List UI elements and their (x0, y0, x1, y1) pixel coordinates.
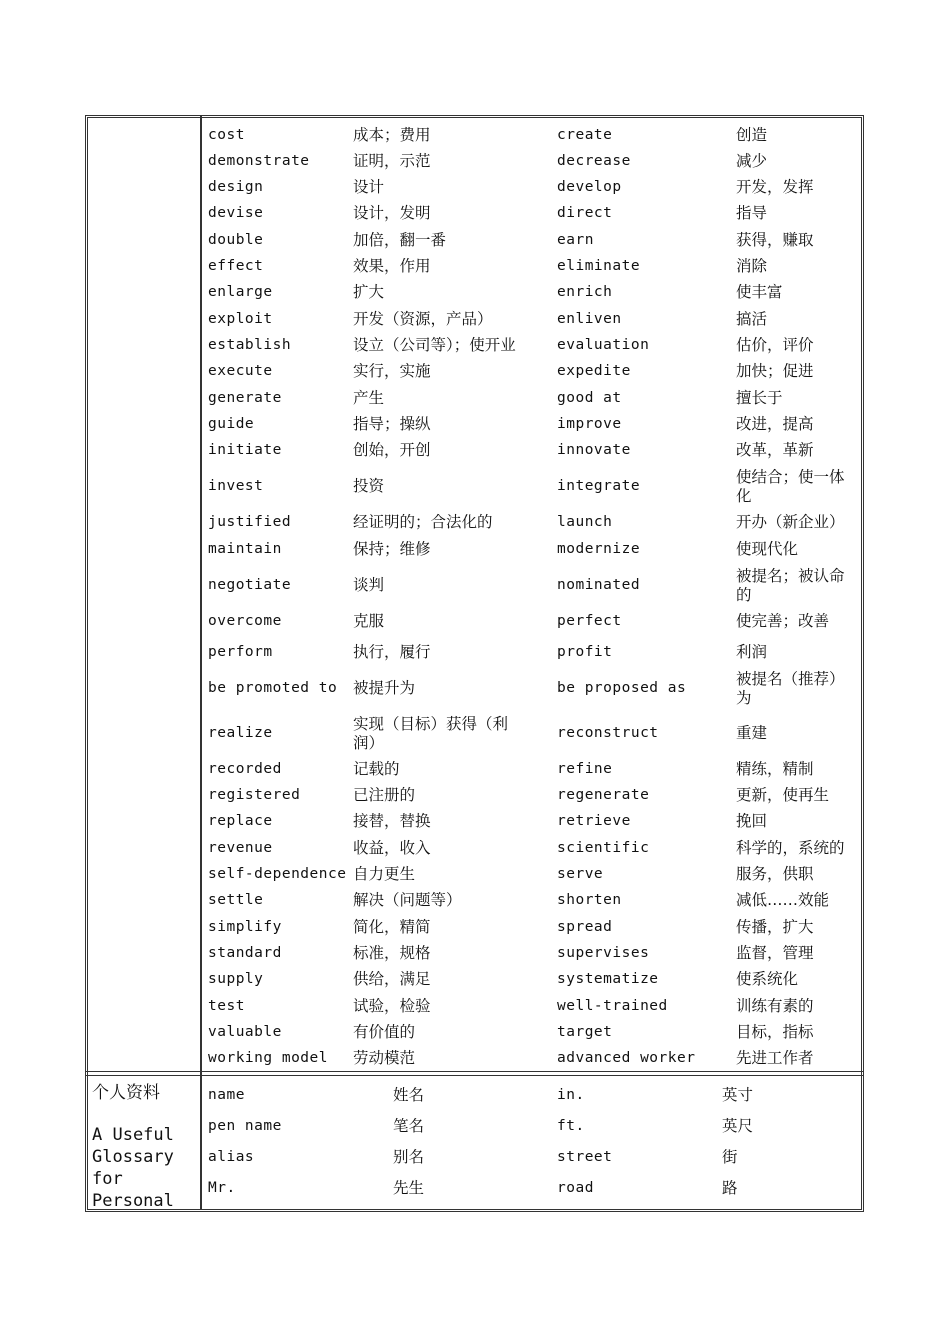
glossary-zh2-cell: 使完善；改善 (736, 612, 830, 630)
glossary-en2-cell: evaluation (557, 337, 650, 353)
glossary-en2-cell: regenerate (557, 787, 650, 803)
personal-en2-cell: in. (557, 1087, 585, 1103)
glossary-zh2-cell: 估价，评价 (736, 336, 814, 354)
glossary-en1-cell: design (208, 179, 264, 195)
glossary-zh2-cell: 利润 (736, 643, 768, 661)
glossary-zh2-cell: 获得，赚取 (736, 231, 814, 249)
glossary-en1-cell: guide (208, 416, 255, 432)
glossary-zh2-cell: 传播，扩大 (736, 918, 814, 936)
glossary-en1-cell: enlarge (208, 284, 273, 300)
glossary-en2-cell: eliminate (557, 258, 641, 274)
glossary-en2-cell: well-trained (557, 998, 668, 1014)
glossary-zh1-cell: 接替，替换 (353, 812, 431, 830)
glossary-en2-cell: advanced worker (557, 1050, 696, 1066)
heading-line: Personal (92, 1191, 174, 1211)
glossary-zh2-cell: 挽回 (736, 812, 768, 830)
glossary-en1-cell: overcome (208, 613, 282, 629)
glossary-en1-cell: double (208, 232, 264, 248)
glossary-zh1-cell: 简化，精简 (353, 918, 431, 936)
glossary-zh2-cell: 更新，使再生 (736, 786, 830, 804)
glossary-zh2-cell: 改革，革新 (736, 441, 814, 459)
glossary-zh1-cell: 指导；操纵 (353, 415, 431, 433)
glossary-zh2-cell: 目标，指标 (736, 1023, 814, 1041)
glossary-en2-cell: retrieve (557, 813, 631, 829)
glossary-zh1-cell: 投资 (353, 477, 385, 495)
personal-zh2-cell: 街 (722, 1148, 738, 1166)
glossary-zh2-cell: 被提名（推荐）为 (736, 670, 845, 707)
glossary-en1-cell: revenue (208, 840, 273, 856)
glossary-zh2-cell: 加快；促进 (736, 362, 814, 380)
glossary-en2-cell: develop (557, 179, 622, 195)
personal-zh2-cell: 英尺 (722, 1117, 754, 1135)
glossary-zh2-cell: 被提名；被认命的 (736, 567, 845, 604)
glossary-zh2-cell: 先进工作者 (736, 1049, 814, 1067)
personal-en2-cell: ft. (557, 1118, 585, 1134)
glossary-zh1-cell: 创始，开创 (353, 441, 431, 459)
glossary-en1-cell: establish (208, 337, 292, 353)
glossary-zh1-cell: 扩大 (353, 283, 385, 301)
glossary-en2-cell: good at (557, 390, 622, 406)
personal-en2-cell: road (557, 1180, 594, 1196)
glossary-en1-cell: generate (208, 390, 282, 406)
glossary-en1-cell: recorded (208, 761, 282, 777)
glossary-en1-cell: perform (208, 644, 273, 660)
glossary-zh1-cell: 实现（目标）获得（利润） (353, 715, 509, 752)
personal-en1-cell: pen name (208, 1118, 282, 1134)
glossary-en2-cell: serve (557, 866, 604, 882)
glossary-en1-cell: initiate (208, 442, 282, 458)
glossary-zh1-cell: 设计，发明 (353, 204, 431, 222)
personal-zh2-cell: 路 (722, 1179, 738, 1197)
glossary-en2-cell: supervises (557, 945, 650, 961)
glossary-zh2-cell: 指导 (736, 204, 768, 222)
personal-zh1-cell: 笔名 (393, 1117, 425, 1135)
glossary-en2-cell: enrich (557, 284, 613, 300)
glossary-en2-cell: create (557, 127, 613, 143)
personal-en1-cell: name (208, 1087, 245, 1103)
glossary-en1-cell: be promoted to (208, 680, 338, 696)
personal-en2-cell: street (557, 1149, 613, 1165)
glossary-en2-cell: innovate (557, 442, 631, 458)
glossary-en2-cell: perfect (557, 613, 622, 629)
glossary-en1-cell: realize (208, 725, 273, 741)
glossary-zh1-cell: 记载的 (353, 760, 400, 778)
glossary-zh2-cell: 减少 (736, 152, 768, 170)
glossary-zh1-cell: 设立（公司等）；使开业 (353, 336, 516, 354)
glossary-zh1-cell: 克服 (353, 612, 385, 630)
glossary-en1-cell: demonstrate (208, 153, 310, 169)
glossary-zh1-cell: 保持；维修 (353, 540, 431, 558)
glossary-en1-cell: devise (208, 205, 264, 221)
glossary-zh1-cell: 加倍，翻一番 (353, 231, 447, 249)
glossary-en1-cell: self-dependence (208, 866, 347, 882)
glossary-zh2-cell: 使结合；使一体化 (736, 468, 845, 505)
glossary-en2-cell: expedite (557, 363, 631, 379)
glossary-en1-cell: maintain (208, 541, 282, 557)
glossary-zh2-cell: 开发，发挥 (736, 178, 814, 196)
glossary-en2-cell: nominated (557, 577, 641, 593)
personal-zh1-cell: 先生 (393, 1179, 425, 1197)
glossary-zh1-cell: 标准，规格 (353, 944, 431, 962)
glossary-en2-cell: profit (557, 644, 613, 660)
glossary-en2-cell: improve (557, 416, 622, 432)
glossary-zh1-cell: 开发（资源，产品） (353, 310, 493, 328)
personal-en1-cell: alias (208, 1149, 255, 1165)
glossary-zh2-cell: 使现代化 (736, 540, 799, 558)
glossary-en1-cell: justified (208, 514, 292, 530)
glossary-en1-cell: standard (208, 945, 282, 961)
glossary-en2-cell: shorten (557, 892, 622, 908)
personal-heading-zh: 个人资料 (92, 1083, 160, 1103)
personal-zh1-cell: 别名 (393, 1148, 425, 1166)
glossary-zh1-cell: 效果，作用 (353, 257, 431, 275)
glossary-zh1-cell: 试验，检验 (353, 997, 431, 1015)
glossary-zh2-cell: 减低……效能 (736, 891, 830, 909)
glossary-zh2-cell: 擅长于 (736, 389, 783, 407)
glossary-zh1-cell: 谈判 (353, 576, 385, 594)
glossary-en2-cell: earn (557, 232, 594, 248)
glossary-en1-cell: replace (208, 813, 273, 829)
glossary-en1-cell: effect (208, 258, 264, 274)
glossary-en2-cell: be proposed as (557, 680, 687, 696)
glossary-en1-cell: supply (208, 971, 264, 987)
glossary-zh2-cell: 消除 (736, 257, 768, 275)
glossary-zh1-cell: 收益，收入 (353, 839, 431, 857)
glossary-zh2-cell: 创造 (736, 126, 768, 144)
personal-zh2-cell: 英寸 (722, 1086, 754, 1104)
heading-line: A Useful (92, 1125, 174, 1145)
glossary-en1-cell: registered (208, 787, 301, 803)
glossary-en2-cell: integrate (557, 478, 641, 494)
glossary-zh2-cell: 训练有素的 (736, 997, 814, 1015)
glossary-zh1-cell: 被提升为 (353, 679, 416, 697)
glossary-zh2-cell: 使丰富 (736, 283, 783, 301)
glossary-en1-cell: valuable (208, 1024, 282, 1040)
section-divider (86, 1071, 863, 1076)
glossary-zh1-cell: 证明，示范 (353, 152, 431, 170)
glossary-en2-cell: reconstruct (557, 725, 659, 741)
glossary-en2-cell: launch (557, 514, 613, 530)
glossary-zh1-cell: 成本；费用 (353, 126, 431, 144)
personal-zh1-cell: 姓名 (393, 1086, 425, 1104)
glossary-en2-cell: direct (557, 205, 613, 221)
glossary-en2-cell: refine (557, 761, 613, 777)
glossary-en1-cell: cost (208, 127, 245, 143)
glossary-zh1-cell: 产生 (353, 389, 385, 407)
glossary-zh2-cell: 重建 (736, 724, 768, 742)
glossary-en1-cell: simplify (208, 919, 282, 935)
heading-line: for (92, 1169, 123, 1189)
glossary-en1-cell: test (208, 998, 245, 1014)
glossary-zh2-cell: 监督，管理 (736, 944, 814, 962)
personal-en1-cell: Mr. (208, 1180, 236, 1196)
glossary-en2-cell: modernize (557, 541, 641, 557)
heading-line: Glossary (92, 1147, 174, 1167)
glossary-zh1-cell: 已注册的 (353, 786, 416, 804)
glossary-zh1-cell: 经证明的；合法化的 (353, 513, 493, 531)
glossary-zh2-cell: 精练，精制 (736, 760, 814, 778)
glossary-en2-cell: spread (557, 919, 613, 935)
glossary-zh1-cell: 解决（问题等） (353, 891, 462, 909)
glossary-zh1-cell: 实行，实施 (353, 362, 431, 380)
glossary-zh1-cell: 劳动模范 (353, 1049, 416, 1067)
glossary-zh1-cell: 有价值的 (353, 1023, 416, 1041)
glossary-en1-cell: execute (208, 363, 273, 379)
personal-heading-en (92, 1124, 192, 1212)
column-divider (200, 116, 202, 1210)
glossary-en1-cell: invest (208, 478, 264, 494)
glossary-en2-cell: scientific (557, 840, 650, 856)
glossary-zh2-cell: 服务，供职 (736, 865, 814, 883)
glossary-zh1-cell: 设计 (353, 178, 385, 196)
glossary-zh2-cell: 开办（新企业） (736, 513, 845, 531)
glossary-en2-cell: enliven (557, 311, 622, 327)
glossary-en1-cell: settle (208, 892, 264, 908)
glossary-zh1-cell: 执行，履行 (353, 643, 431, 661)
glossary-zh2-cell: 搞活 (736, 310, 768, 328)
glossary-zh2-cell: 科学的，系统的 (736, 839, 845, 857)
glossary-en1-cell: negotiate (208, 577, 292, 593)
glossary-zh1-cell: 自力更生 (353, 865, 416, 883)
glossary-en2-cell: target (557, 1024, 613, 1040)
glossary-zh2-cell: 改进，提高 (736, 415, 814, 433)
glossary-en2-cell: systematize (557, 971, 659, 987)
glossary-en2-cell: decrease (557, 153, 631, 169)
glossary-zh2-cell: 使系统化 (736, 970, 799, 988)
glossary-zh1-cell: 供给，满足 (353, 970, 431, 988)
glossary-en1-cell: exploit (208, 311, 273, 327)
glossary-en1-cell: working model (208, 1050, 328, 1066)
